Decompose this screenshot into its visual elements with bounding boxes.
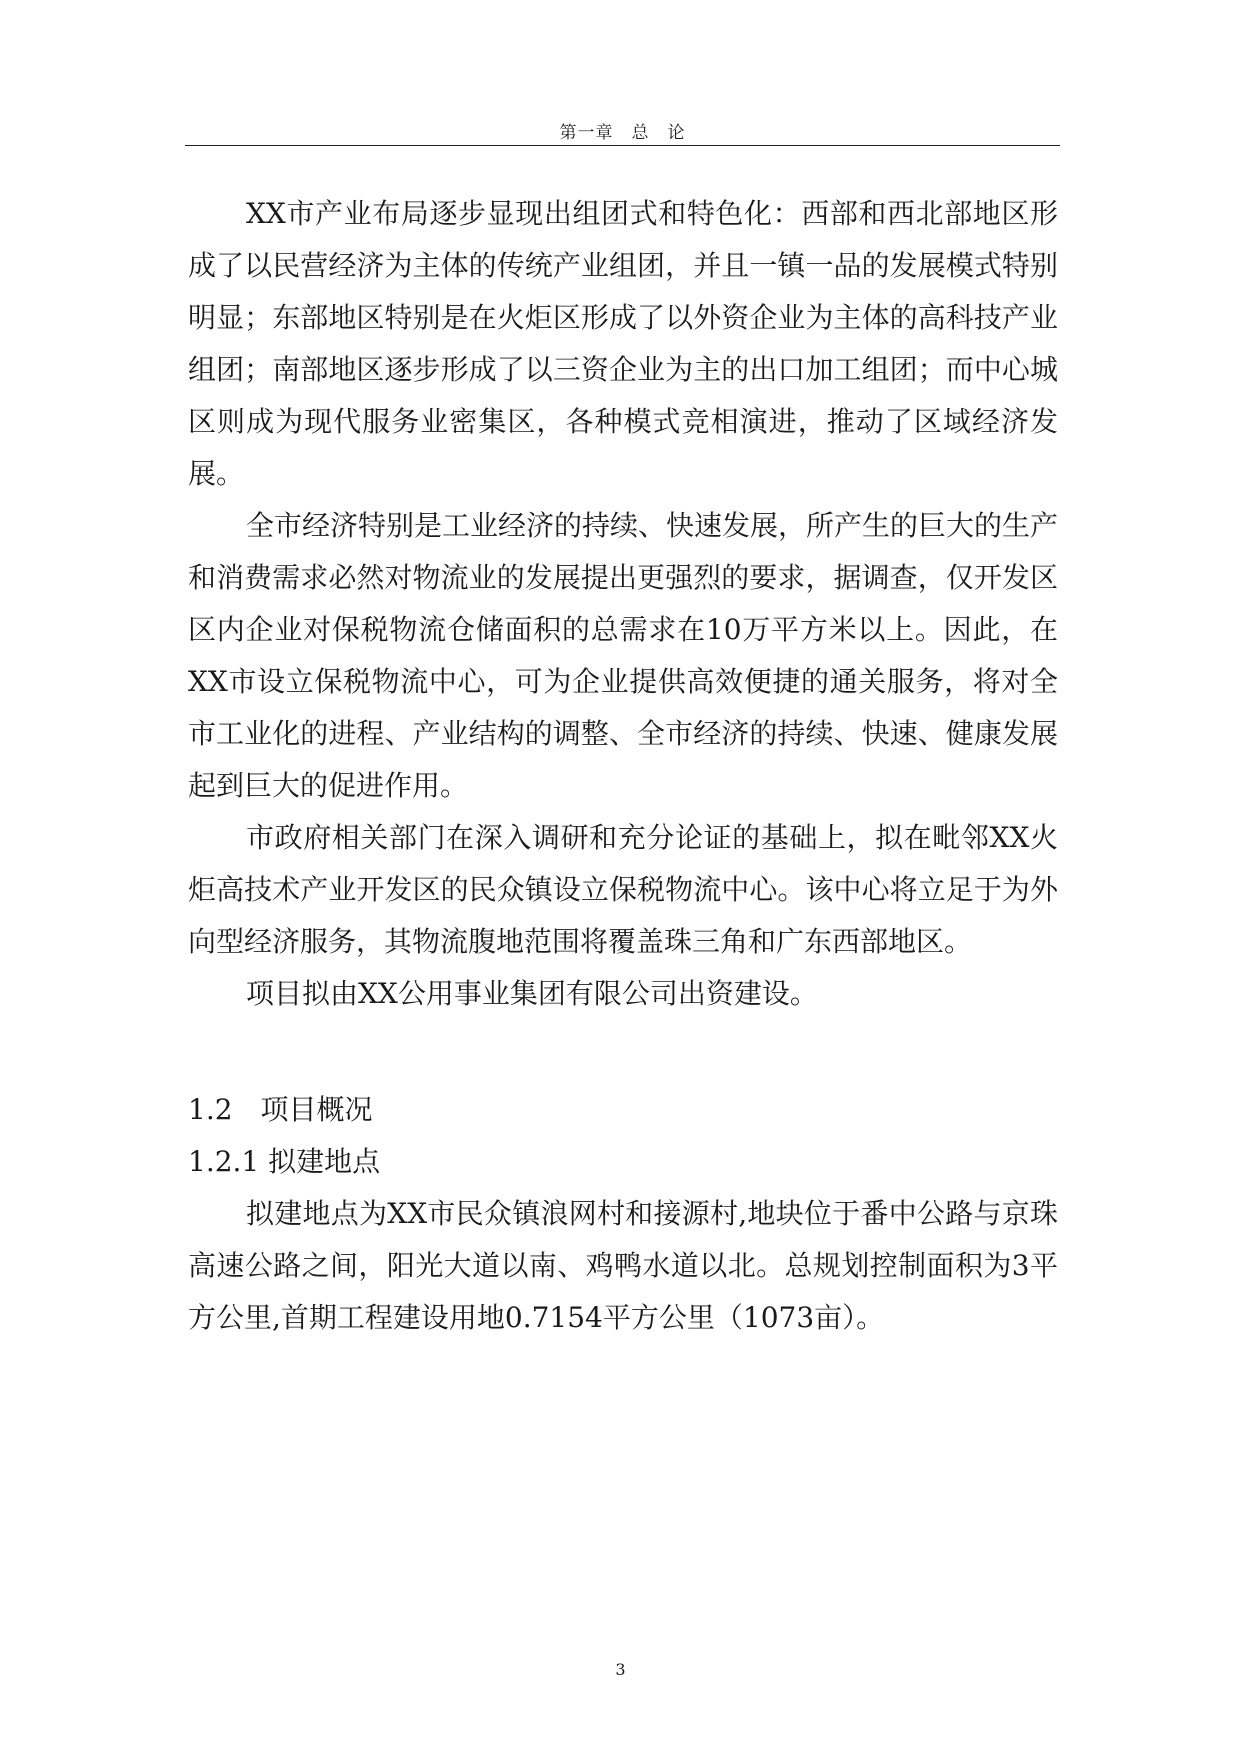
paragraph-logistics-demand: 全市经济特别是工业经济的持续、快速发展，所产生的巨大的生产和消费需求必然对物流业的发展提出更强烈的要求，据调查，仅开发区区内企业对保税物流仓储面积的总需求在10万平方米以上。因此，在XX市设立保税物流中心，可为企业提供高效便捷的通关服务，将对全市工业化的进程、产业结构的调整、全市经济的持续、快速、健康发展起到巨大的促进作用。	[188, 509, 1059, 802]
paragraph-investor: 项目拟由XX公用事业集团有限公司出资建设。	[246, 977, 818, 1010]
paragraph-industry-layout: XX市产业布局逐步显现出组团式和特色化：西部和西北部地区形成了以民营经济为主体的传统产业组团，并且一镇一品的发展模式特别明显；东部地区特别是在火炬区形成了以外资企业为主体的高科技产业组团；南部地区逐步形成了以三资企业为主的出口加工组团；而中心城区则成为现代服务业密集区，各种模式竞相演进，推动了区域经济发展。	[188, 197, 1058, 490]
paragraph-location-detail: 拟建地点为XX市民众镇浪网村和接源村,地块位于番中公路与京珠高速公路之间，阳光大道以南、鸡鸭水道以北。总规划控制面积为3平方公里,首期工程建设用地0.7154平方公里（1073亩）。	[188, 1197, 1058, 1334]
section-spacer	[188, 1020, 1058, 1084]
running-header: 第一章 总 论	[559, 123, 686, 143]
section-heading-project-overview: 1.2 项目概况	[188, 1093, 373, 1126]
page-number: 3	[615, 1660, 626, 1679]
document-body	[188, 188, 1058, 1344]
header-rule	[185, 145, 1060, 146]
paragraph-site-selection: 市政府相关部门在深入调研和充分论证的基础上，拟在毗邻XX火炬高技术产业开发区的民众镇设立保税物流中心。该中心将立足于为外向型经济服务，其物流腹地范围将覆盖珠三角和广东西部地区。	[188, 821, 1058, 958]
subsection-heading-location: 1.2.1 拟建地点	[188, 1145, 381, 1178]
